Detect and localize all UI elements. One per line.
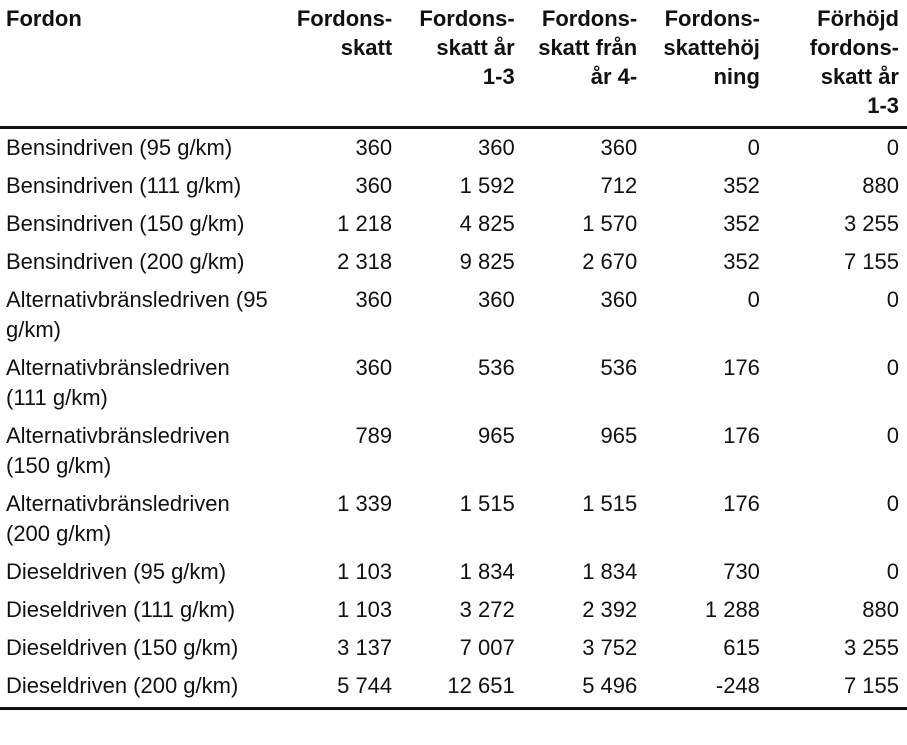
cell-forhojd-fordonsskatt: 0 xyxy=(886,355,899,380)
table-row xyxy=(0,243,907,281)
cell-fordonsskatt-fran-ar-4: 2 392 xyxy=(582,597,638,622)
cell-vehicle-name: Bensindriven (95 g/km) xyxy=(6,135,233,160)
cell-fordonsskattehojning: 352 xyxy=(723,211,760,236)
cell-fordonsskatt-fran-ar-4: 360 xyxy=(600,135,638,160)
table-row xyxy=(0,128,907,168)
cell-fordonsskatt: 1 218 xyxy=(337,211,393,236)
cell-forhojd-fordonsskatt: 0 xyxy=(886,491,899,516)
table-row xyxy=(0,667,907,709)
cell-forhojd-fordonsskatt: 880 xyxy=(862,597,899,622)
cell-fordonsskattehojning: 352 xyxy=(723,173,760,198)
cell-fordonsskatt-fran-ar-4: 965 xyxy=(600,423,638,448)
cell-forhojd-fordonsskatt: 7 155 xyxy=(768,667,907,709)
table-row xyxy=(0,629,907,667)
table-row xyxy=(0,349,907,417)
cell-fordonsskatt-ar-1-3: 536 xyxy=(477,355,515,380)
cell-forhojd-fordonsskatt: 0 xyxy=(886,423,899,448)
cell-forhojd-fordonsskatt: 0 xyxy=(886,287,899,312)
cell-vehicle-name: Alternativbränsledriven (95 g/km) xyxy=(6,287,268,342)
cell-fordonsskatt-fran-ar-4: 3 752 xyxy=(582,635,638,660)
cell-fordonsskatt: 1 339 xyxy=(337,491,393,516)
cell-fordonsskatt-fran-ar-4: 1 570 xyxy=(582,211,638,236)
cell-vehicle-name: Bensindriven (111 g/km) xyxy=(6,173,242,198)
cell-vehicle-name: Dieseldriven (111 g/km) xyxy=(6,597,236,622)
cell-fordonsskattehojning: 352 xyxy=(723,249,760,274)
cell-vehicle-name: Bensindriven (150 g/km) xyxy=(6,211,245,236)
table-body xyxy=(0,128,907,709)
cell-fordonsskatt-ar-1-3: 9 825 xyxy=(459,249,515,274)
cell-fordonsskatt: 1 103 xyxy=(337,597,393,622)
cell-fordonsskatt-ar-1-3: 1 592 xyxy=(459,173,515,198)
cell-vehicle-name: Alternativbränsledriven (111 g/km) xyxy=(6,355,230,410)
cell-vehicle-name: Alternativbränsledriven (200 g/km) xyxy=(6,491,230,546)
cell-fordonsskattehojning: -248 xyxy=(645,667,768,709)
cell-fordonsskatt: 789 xyxy=(355,423,393,448)
cell-fordonsskatt-ar-1-3: 360 xyxy=(477,135,515,160)
header-forhojd-fordonsskatt: Förhöjd fordons- skatt år 1-3 xyxy=(768,0,907,128)
cell-vehicle-name: Dieseldriven (150 g/km) xyxy=(6,635,239,660)
table-header xyxy=(0,0,907,128)
cell-fordonsskattehojning: 176 xyxy=(723,491,760,516)
table-row xyxy=(0,485,907,553)
table-row xyxy=(0,205,907,243)
header-fordonsskattehojning: Fordons- skattehöj ning xyxy=(645,0,768,128)
cell-fordonsskatt-ar-1-3: 4 825 xyxy=(459,211,515,236)
cell-fordonsskattehojning: 1 288 xyxy=(704,597,760,622)
cell-fordonsskatt-fran-ar-4: 536 xyxy=(600,355,638,380)
table-row xyxy=(0,167,907,205)
cell-fordonsskatt: 5 744 xyxy=(278,667,401,709)
table-row xyxy=(0,553,907,591)
cell-fordonsskattehojning: 0 xyxy=(747,287,760,312)
cell-fordonsskatt: 360 xyxy=(355,287,393,312)
cell-fordonsskatt: 360 xyxy=(355,355,393,380)
header-fordonsskatt: Fordons- skatt xyxy=(278,0,401,128)
header-row xyxy=(0,0,907,128)
header-fordonsskatt-ar-1-3: Fordons- skatt år 1-3 xyxy=(400,0,523,128)
cell-fordonsskatt-fran-ar-4: 2 670 xyxy=(582,249,638,274)
cell-fordonsskatt: 2 318 xyxy=(337,249,393,274)
cell-fordonsskatt-fran-ar-4: 1 515 xyxy=(582,491,638,516)
cell-fordonsskattehojning: 176 xyxy=(723,423,760,448)
cell-fordonsskatt-fran-ar-4: 360 xyxy=(600,287,638,312)
cell-forhojd-fordonsskatt: 0 xyxy=(886,559,899,584)
table-row xyxy=(0,591,907,629)
cell-fordonsskattehojning: 615 xyxy=(723,635,760,660)
header-fordonsskatt-fran-ar-4: Fordons- skatt från år 4- xyxy=(523,0,646,128)
cell-fordonsskatt-ar-1-3: 965 xyxy=(477,423,515,448)
cell-fordonsskatt-ar-1-3: 1 515 xyxy=(459,491,515,516)
cell-forhojd-fordonsskatt: 3 255 xyxy=(843,211,899,236)
cell-fordonsskatt: 1 103 xyxy=(337,559,393,584)
cell-fordonsskatt: 3 137 xyxy=(337,635,393,660)
cell-fordonsskatt-ar-1-3: 1 834 xyxy=(459,559,515,584)
table-row xyxy=(0,281,907,349)
cell-forhojd-fordonsskatt: 0 xyxy=(886,135,899,160)
table-row xyxy=(0,417,907,485)
cell-fordonsskatt-fran-ar-4: 5 496 xyxy=(523,667,646,709)
cell-fordonsskattehojning: 176 xyxy=(723,355,760,380)
cell-forhojd-fordonsskatt: 7 155 xyxy=(843,249,899,274)
cell-fordonsskatt: 360 xyxy=(355,173,393,198)
cell-fordonsskatt: 360 xyxy=(355,135,393,160)
cell-fordonsskatt-ar-1-3: 7 007 xyxy=(459,635,515,660)
cell-fordonsskatt-ar-1-3: 3 272 xyxy=(459,597,515,622)
cell-fordonsskattehojning: 0 xyxy=(747,135,760,160)
cell-fordonsskatt-ar-1-3: 360 xyxy=(477,287,515,312)
cell-forhojd-fordonsskatt: 3 255 xyxy=(843,635,899,660)
cell-fordonsskatt-ar-1-3: 12 651 xyxy=(400,667,523,709)
header-fordon: Fordon xyxy=(0,0,278,128)
cell-vehicle-name: Dieseldriven (95 g/km) xyxy=(6,559,227,584)
cell-fordonsskatt-fran-ar-4: 1 834 xyxy=(582,559,638,584)
cell-vehicle-name: Dieseldriven (200 g/km) xyxy=(0,667,278,709)
cell-fordonsskattehojning: 730 xyxy=(723,559,760,584)
cell-forhojd-fordonsskatt: 880 xyxy=(862,173,899,198)
cell-vehicle-name: Alternativbränsledriven (150 g/km) xyxy=(6,423,230,478)
cell-vehicle-name: Bensindriven (200 g/km) xyxy=(6,249,245,274)
cell-fordonsskatt-fran-ar-4: 712 xyxy=(600,173,638,198)
